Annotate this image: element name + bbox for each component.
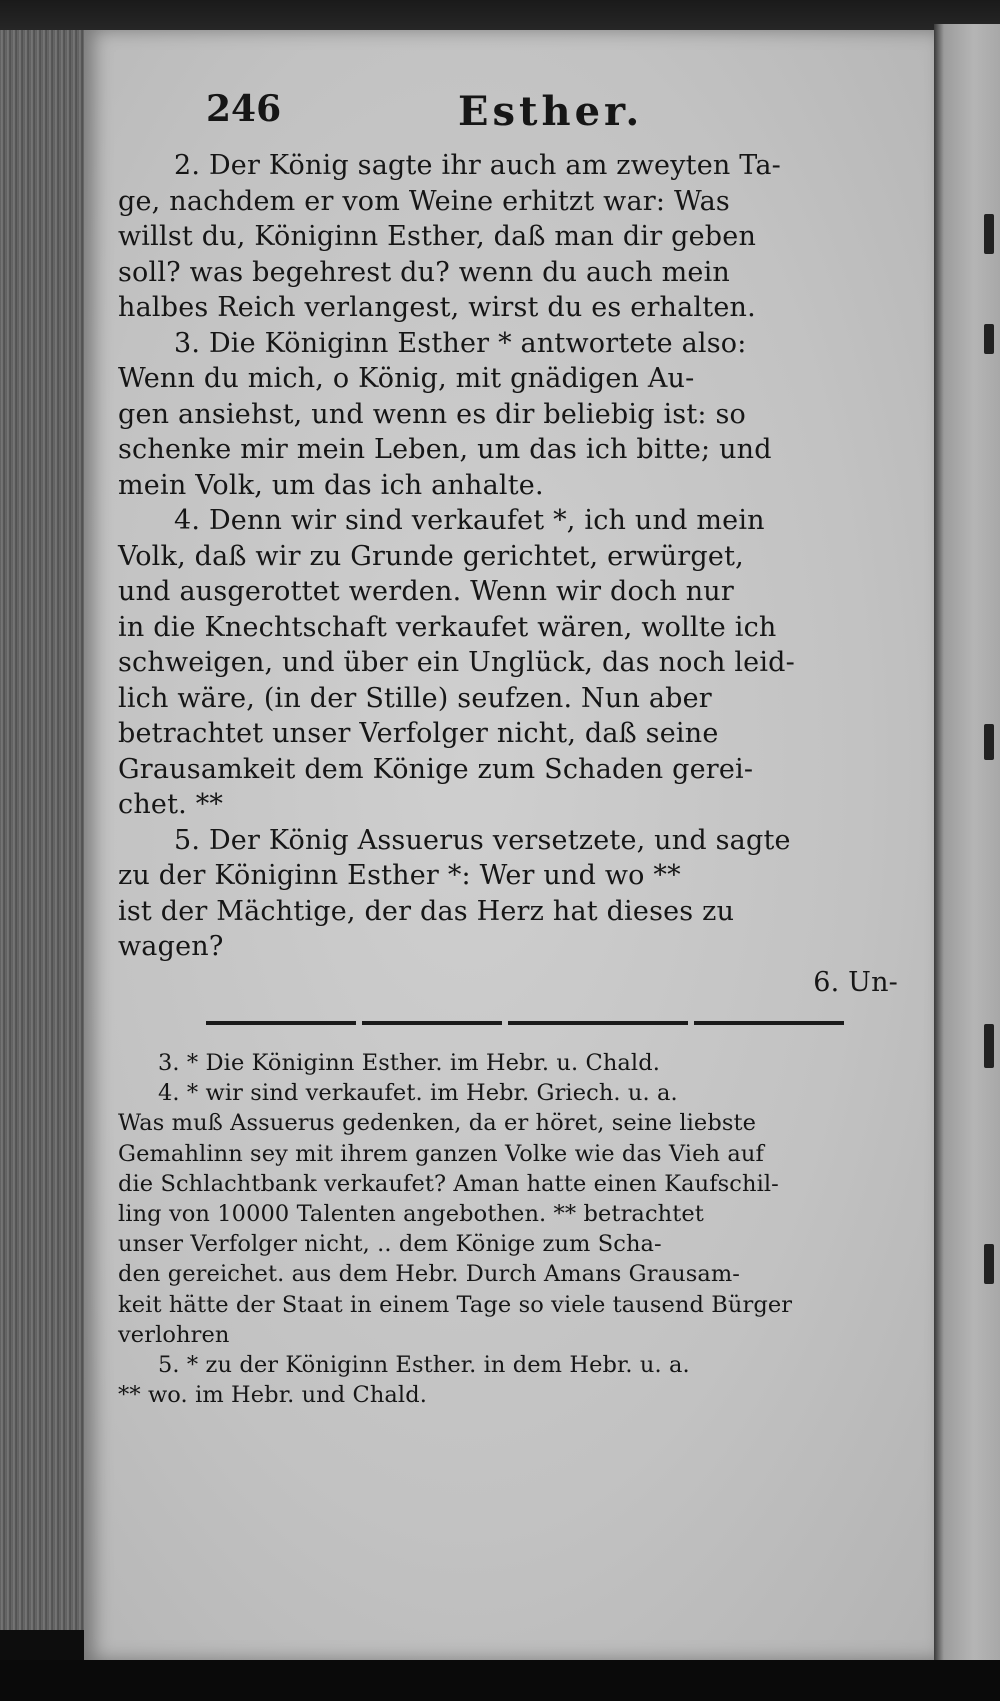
page-content xyxy=(118,88,908,1410)
verse-line: Volk, daß wir zu Grunde gerichtet, erwürget, xyxy=(118,540,744,572)
verse-line: 5. Der König Assuerus versetzete, und sagte xyxy=(174,824,791,856)
verse-line: zu der Königinn Esther *: Wer und wo ** xyxy=(118,860,681,891)
verse-line: willst du, Königinn Esther, daß man dir geben xyxy=(118,221,757,252)
footnote-line: keit hätte der Staat in einem Tage so viele tausend Bürger xyxy=(118,1291,793,1318)
footnote-line: die Schlachtbank verkaufet? Aman hatte einen Kaufschil- xyxy=(118,1170,779,1197)
verse-line: schweigen, und über ein Unglück, das noch leid- xyxy=(118,647,795,678)
footnote-line: ** wo. im Hebr. und Chald. xyxy=(118,1382,427,1409)
footnotes xyxy=(118,1048,908,1410)
verse-line: 3. Die Königinn Esther * antwortete also: xyxy=(174,327,747,359)
verse-line: schenke mir mein Leben, um das ich bitte; und xyxy=(118,434,772,465)
verse-line: Wenn du mich, o König, mit gnädigen Au- xyxy=(118,363,695,394)
verse-line: halbes Reich verlangest, wirst du es erhalten. xyxy=(118,292,756,323)
footnote-line: unser Verfolger nicht, .. dem Könige zum Scha- xyxy=(118,1231,662,1258)
facing-page-ink-mark xyxy=(984,724,994,760)
footnote-line: den gereichet. aus dem Hebr. Durch Amans Grausam- xyxy=(118,1261,740,1288)
verse-line: ge, nachdem er vom Weine erhitzt war: Was xyxy=(118,185,730,217)
page-number: 246 xyxy=(206,88,282,130)
verse-line: mein Volk, um das ich anhalte. xyxy=(118,469,544,501)
verse-line: lich wäre, (in der Stille) seufzen. Nun aber xyxy=(118,682,712,714)
book-page-edges xyxy=(0,30,90,1630)
facing-page-ink-mark xyxy=(984,214,994,254)
verse-line: 2. Der König sagte ihr auch am zweyten Ta- xyxy=(174,150,781,181)
scan-bottom-border xyxy=(0,1660,1000,1701)
running-head: Esther. xyxy=(458,88,644,135)
footnote-separator-rule xyxy=(118,1012,906,1034)
facing-page-ink-mark xyxy=(984,324,994,354)
verse-line: wagen? xyxy=(118,931,224,962)
verse-line: 4. Denn wir sind verkaufet *, ich und mein xyxy=(174,505,765,536)
verse-line: gen ansiehst, und wenn es dir beliebig ist: so xyxy=(118,398,746,430)
verse-line: und ausgerottet werden. Wenn wir doch nur xyxy=(118,576,734,607)
verse-line: betrachtet unser Verfolger nicht, daß seine xyxy=(118,718,719,749)
catchword: 6. Un- xyxy=(813,966,898,998)
facing-page-edge xyxy=(934,24,1000,1664)
footnote-line: 5. * zu der Königinn Esther. in dem Hebr. u. a. xyxy=(158,1351,690,1378)
footnote-line: verlohren xyxy=(118,1321,230,1348)
facing-page-ink-mark xyxy=(984,1024,994,1068)
verse-line: Grausamkeit dem Könige zum Schaden gerei- xyxy=(118,753,754,785)
footnote-line: Was muß Assuerus gedenken, da er höret, seine liebste xyxy=(118,1110,757,1137)
facing-page-ink-mark xyxy=(984,1244,994,1284)
verse-line: soll? was begehrest du? wenn du auch mein xyxy=(118,256,730,288)
verse-line: ist der Mächtige, der das Herz hat dieses zu xyxy=(118,895,735,927)
footnote-line: Gemahlinn sey mit ihrem ganzen Volke wie das Vieh auf xyxy=(118,1140,764,1167)
page-header xyxy=(118,88,908,140)
verse-text xyxy=(118,148,908,965)
footnote-line: 4. * wir sind verkaufet. im Hebr. Griech. u. a. xyxy=(158,1080,678,1107)
verse-line: chet. ** xyxy=(118,789,224,820)
footnote-line: ling von 10000 Talenten angebothen. ** betrachtet xyxy=(118,1200,704,1227)
footnote-line: 3. * Die Königinn Esther. im Hebr. u. Chald. xyxy=(158,1050,660,1076)
verse-line: in die Knechtschaft verkaufet wären, wollte ich xyxy=(118,611,777,643)
